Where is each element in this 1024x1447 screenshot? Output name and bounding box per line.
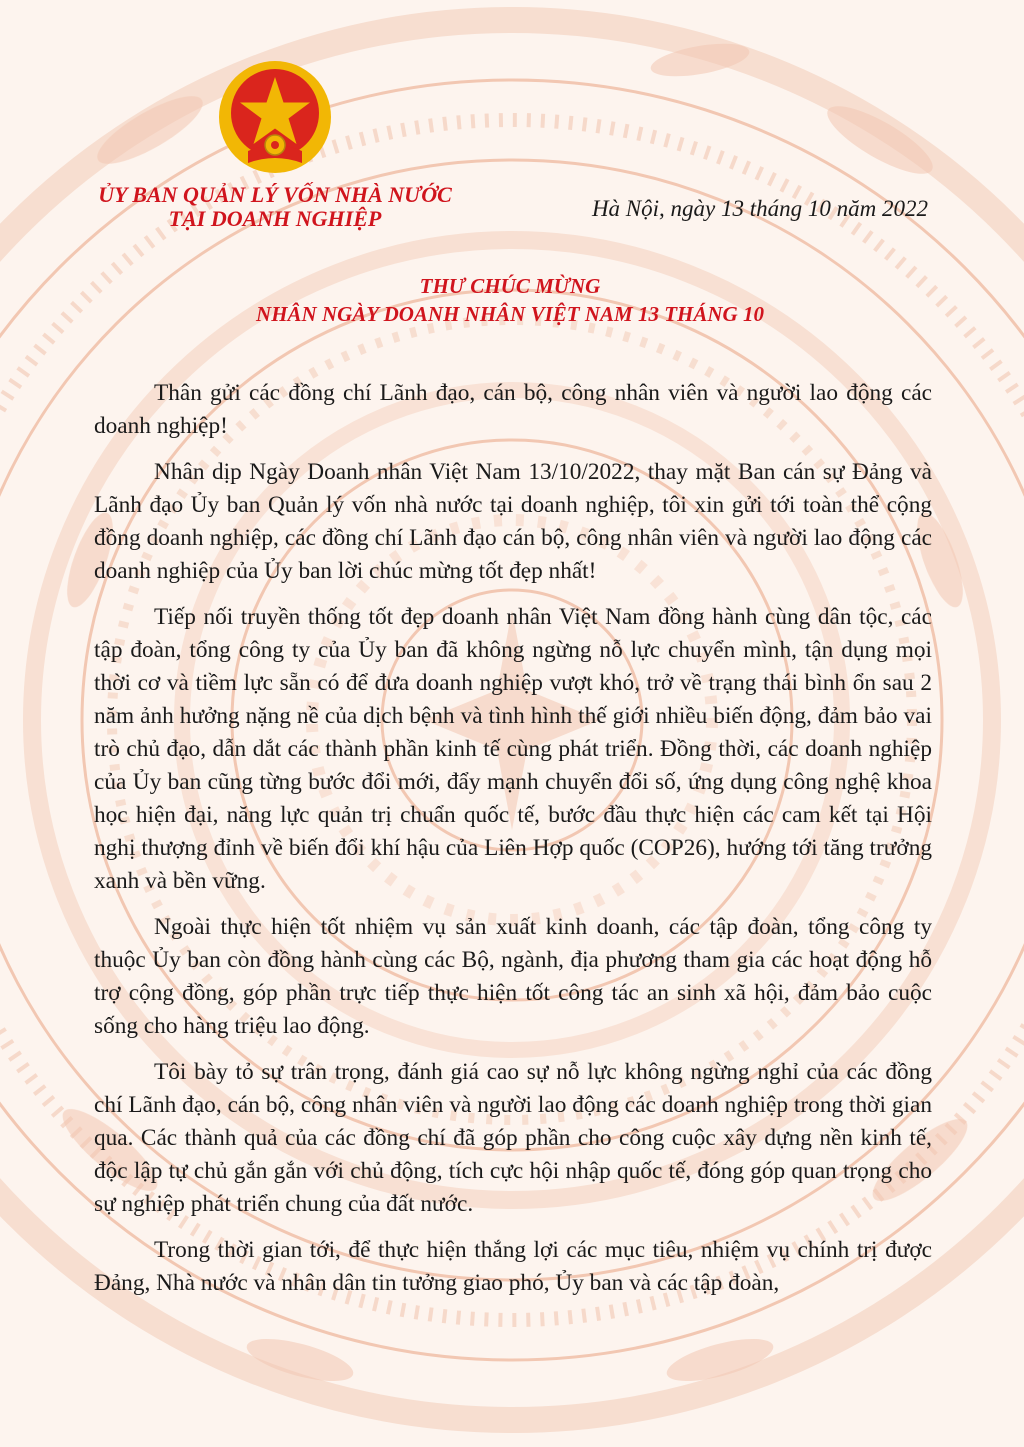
title-line-2: NHÂN NGÀY DOANH NHÂN VIỆT NAM 13 THÁNG 10	[256, 302, 764, 326]
date-line: Hà Nội, ngày 13 tháng 10 năm 2022	[591, 196, 928, 221]
org-name-line-1: ỦY BAN QUẢN LÝ VỐN NHÀ NƯỚC	[98, 182, 452, 207]
letter-title	[80, 272, 940, 328]
body-paragraph: Ngoài thực hiện tốt nhiệm vụ sản xuất kinh doanh, các tập đoàn, tổng công ty thuộc Ủy ban còn đồng hành cùng các Bộ, ngành, địa phương tham gia các hoạt động hỗ trợ cộng đồng, góp phần trực tiếp thực hiện tốt công tác an sinh xã hội, đảm bảo cuộc sống cho hàng triệu lao động.	[94, 914, 932, 1039]
national-emblem-icon	[210, 55, 340, 185]
body-paragraph: Nhân dịp Ngày Doanh nhân Việt Nam 13/10/2022, thay mặt Ban cán sự Đảng và Lãnh đạo Ủy ban Quản lý vốn nhà nước tại doanh nghiệp, tôi xin gửi tới toàn thể cộng đồng doanh nghiệp, các đồng chí Lãnh đạo cán bộ, công nhân viên và người lao động các doanh nghiệp của Ủy ban lời chúc mừng tốt đẹp nhất!	[94, 459, 932, 584]
body-paragraph: Tiếp nối truyền thống tốt đẹp doanh nhân Việt Nam đồng hành cùng dân tộc, các tập đoàn, tổng công ty của Ủy ban đã không ngừng nỗ lực chuyển mình, tận dụng mọi thời cơ và tiềm lực sẵn có để đưa doanh nghiệp vượt khó, trở về trạng thái bình ổn sau 2 năm ảnh hưởng nặng nề của dịch bệnh và tình hình thế giới nhiều biến động, đảm bảo vai trò chủ đạo, dẫn dắt các thành phần kinh tế cùng phát triển. Đồng thời, các doanh nghiệp của Ủy ban cũng từng bước đổi mới, đẩy mạnh chuyển đổi số, ứng dụng công nghệ khoa học hiện đại, năng lực quản trị chuẩn quốc tế, bước đầu thực hiện các cam kết tại Hội nghị thượng đỉnh về biến đổi khí hậu của Liên Hợp quốc (COP26), hướng tới tăng trưởng xanh và bền vững.	[94, 604, 932, 894]
issuing-organization	[60, 183, 490, 231]
body-paragraph: Trong thời gian tới, để thực hiện thắng lợi các mục tiêu, nhiệm vụ chính trị được Đảng, Nhà nước và nhân dân tin tưởng giao phó, Ủy ban và các tập đoàn,	[94, 1237, 932, 1296]
title-line-1: THƯ CHÚC MỪNG	[419, 274, 601, 298]
org-name-line-2: TẠI DOANH NGHIỆP	[168, 206, 382, 231]
greeting-paragraph: Thân gửi các đồng chí Lãnh đạo, cán bộ, công nhân viên và người lao động các doanh nghiệp!	[94, 380, 932, 439]
letter-body	[94, 377, 932, 1313]
body-paragraph: Tôi bày tỏ sự trân trọng, đánh giá cao sự nỗ lực không ngừng nghỉ của các đồng chí Lãnh đạo, cán bộ, công nhân viên và người lao động các doanh nghiệp trong thời gian qua. Các thành quả của các đồng chí đã góp phần cho công cuộc xây dựng nền kinh tế, độc lập tự chủ gắn gắn với chủ động, tích cực hội nhập quốc tế, đóng góp quan trọng cho sự nghiệp phát triển chung của đất nước.	[94, 1059, 932, 1217]
